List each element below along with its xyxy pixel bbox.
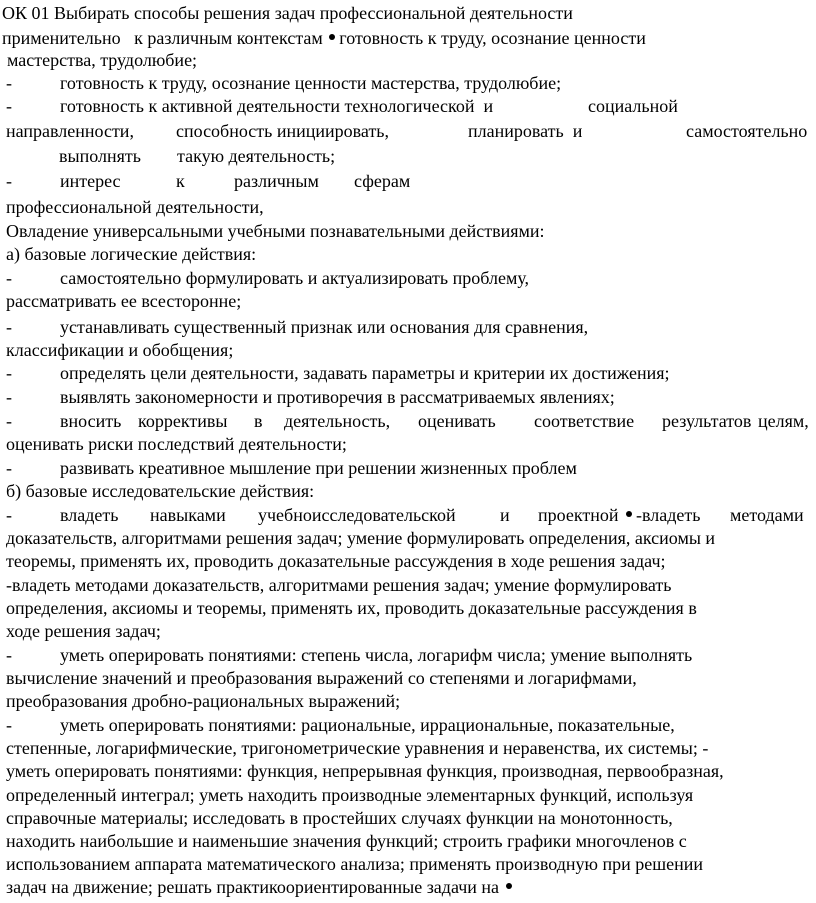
text-line: преобразования дробно-рациональных выражений; <box>6 691 401 711</box>
bullet-icon <box>626 511 632 517</box>
bullet-icon <box>329 34 335 40</box>
text-line: справочные материалы; исследовать в простейших случаях функции на монотонность, <box>6 808 673 828</box>
list-item: - владеть навыками учебноисследовательской и проектной -владеть методами <box>6 505 804 525</box>
text-line: профессиональной деятельности, <box>6 197 264 217</box>
text-line: а) базовые логические действия: <box>6 244 257 264</box>
text-line: ходе решения задач; <box>6 621 161 641</box>
bullet-icon <box>506 883 512 889</box>
text-line: Овладение универсальными учебными познавательными действиями: <box>6 221 545 241</box>
text-line: использованием аппарата математического анализа; применять производную при решении <box>6 854 703 874</box>
text-line: вычисление значений и преобразования выражений со степенями и логарифмами, <box>6 668 637 688</box>
list-item: - уметь оперировать понятиями: степень числа, логарифм числа; умение выполнять <box>6 645 693 665</box>
text-line: определения, аксиомы и теоремы, применять их, проводить доказательные рассуждения в <box>6 598 697 618</box>
text-line: б) базовые исследовательские действия: <box>6 481 315 501</box>
list-item: - готовность к труду, осознание ценности мастерства, трудолюбие; <box>6 73 562 93</box>
list-item: - определять цели деятельности, задавать параметры и критерии их достижения; <box>6 363 670 383</box>
text-line: доказательств, алгоритмами решения задач; умение формулировать определения, аксиомы и <box>6 528 716 548</box>
list-item: - уметь оперировать понятиями: рациональные, иррациональные, показательные, <box>6 715 675 735</box>
list-item: - вносить коррективы в деятельность, оценивать соответствие результатов целям, <box>6 411 809 431</box>
list-item: - интерес к различным сферам <box>6 171 411 191</box>
list-item: - выявлять закономерности и противоречия в рассматриваемых явлениях; <box>6 387 615 407</box>
list-item: - самостоятельно формулировать и актуализировать проблему, <box>6 268 530 288</box>
text-line: мастерства, трудолюбие; <box>7 50 198 70</box>
text-line: оценивать риски последствий деятельности; <box>6 434 347 454</box>
text-line: классификации и обобщения; <box>6 340 234 360</box>
text-line: выполнять такую деятельность; <box>59 146 336 166</box>
text-line: степенные, логарифмические, тригонометрические уравнения и неравенства, их системы; - <box>6 738 709 758</box>
list-item: - устанавливать существенный признак или основания для сравнения, <box>6 317 589 337</box>
list-item: - развивать креативное мышление при решении жизненных проблем <box>6 458 577 478</box>
text-line: находить наибольшие и наименьшие значения функций; строить графики многочленов с <box>6 831 687 851</box>
text-line: применительно к различным контекстам готовность к труду, осознание ценности <box>2 28 646 48</box>
text-line: определенный интеграл; уметь находить производные элементарных функций, используя <box>6 785 694 805</box>
text-line: теоремы, применять их, проводить доказательные рассуждения в ходе решения задач; <box>6 551 666 571</box>
text-line: задач на движение; решать практикоориентированные задачи на <box>6 876 816 899</box>
list-item: - готовность к активной деятельности технологической и социальной <box>6 96 678 116</box>
text-line: уметь оперировать понятиями: функция, непрерывная функция, производная, первообразная, <box>6 761 724 781</box>
text-line: -владеть методами доказательств, алгоритмами решения задач; умение формулировать <box>6 575 672 595</box>
text-line: направленности, способность инициировать, планировать и самостоятельно <box>6 121 808 141</box>
text-line: рассматривать ее всесторонне; <box>6 291 242 311</box>
heading-line: ОК 01 Выбирать способы решения задач профессиональной деятельности <box>2 3 573 23</box>
